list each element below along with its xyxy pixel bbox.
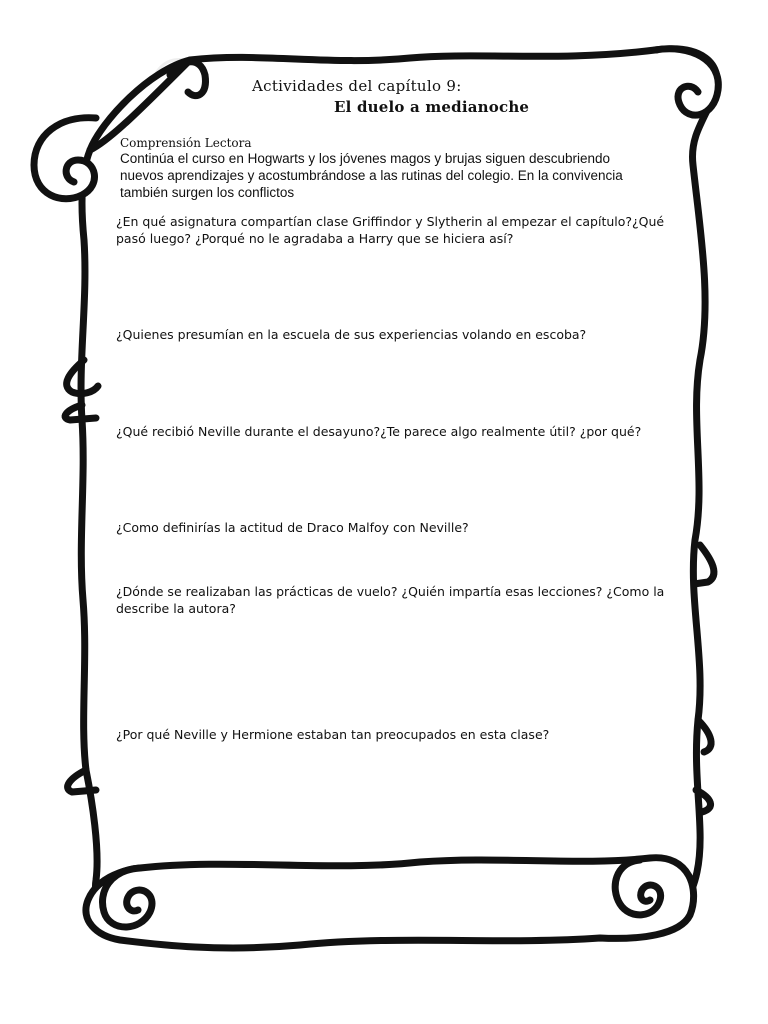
scroll-roll-bottom — [86, 858, 694, 948]
worksheet-title: Actividades del capítulo 9: — [252, 77, 462, 95]
question-1: ¿En qué asignatura compartían clase Griffindor y Slytherin al empezar el capítulo?¿Qué pasó luego? ¿Porqué no le agradaba a Harry que se hiciera así? — [116, 214, 665, 246]
question-4: ¿Como definirías la actitud de Draco Malfoy con Neville? — [116, 520, 469, 535]
question-5: ¿Dónde se realizaban las prácticas de vuelo? ¿Quién impartía esas lecciones? ¿Como la describe la autora? — [116, 584, 665, 616]
intro-paragraph: Continúa el curso en Hogwarts y los jóvenes magos y brujas siguen descubriendo nuevos aprendizajes y acostumbrándose a las rutinas del colegio. En la convivencia también surgen los conflictos — [120, 151, 623, 200]
chapter-name: El duelo a medianoche — [334, 98, 530, 116]
question-6: ¿Por qué Neville y Hermione estaban tan preocupados en esta clase? — [116, 727, 550, 742]
question-2: ¿Quienes presumían en la escuela de sus experiencias volando en escoba? — [116, 327, 587, 342]
question-3: ¿Qué recibió Neville durante el desayuno?¿Te parece algo realmente útil? ¿por qué? — [116, 424, 642, 439]
section-label: Comprensión Lectora — [120, 136, 252, 150]
